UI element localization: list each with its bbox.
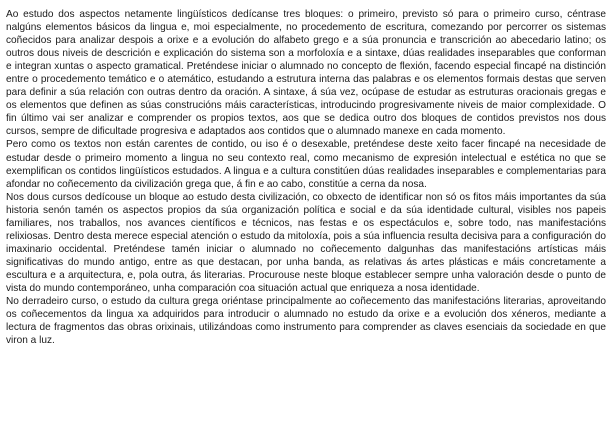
paragraph-linguistic-blocks: Ao estudo dos aspectos netamente lingüísticos dedícanse tres bloques: o primeiro, previsto só para o primeiro curso, céntrase nalgúns elementos básicos da lingua e, moi especialmente, no procedemento de escritura, comezando por percorrer os sistemas coñecidos para analizar despois a orixe e a evolución do alfabeto grego e a súa pronuncia e transcrición ao abecedario latino; os outros dous niveis de descrición e explicación do sistema son a morfoloxía e a sintaxe, dúas realidades inseparables que conforman e integran xuntas o aspecto gramatical. Preténdese iniciar o alumnado no concepto de flexión, facendo especial fincapé na distinción entre o procedemento temático e o atemático, estudando a estrutura interna das palabras e os elementos formais destas que serven para definir a súa relación con outras dentro da oración. A sintaxe, á súa vez, ocúpase de estudar as estruturas oracionais gregas e os elementos que definen as súas construcións máis características, introducindo progresivamente niveis de maior complexidade. O fin último vai ser analizar e comprender os propios textos, aos que se dedica outro dos bloques de contidos previstos nos dous cursos, sempre de dificultade progresiva e adaptados aos contidos que o alumnado manexe en cada momento. <box>6 9 606 138</box>
document-body <box>6 8 606 347</box>
paragraph-final-course: No derradeiro curso, o estudo da cultura grega oriéntase principalmente ao coñecemento das manifestacións literarias, aproveitando os coñecementos da lingua xa adquiridos para introducir o alumnado no estudo da orixe e a evolución dos xéneros, mediante a lectura de fragmentos das obras orixinais, utilizándoas como instrumento para comprender as claves esenciais da sociedade en que viron a luz. <box>6 296 606 347</box>
paragraph-civilization-block: Nos dous cursos dedícouse un bloque ao estudo desta civilización, co obxecto de identificar non só os fitos máis importantes da súa historia senón tamén os aspectos propios da súa organización política e social e da súa identidade cultural, visibles nos papeis familiares, nos traballos, nos avances científicos e técnicos, nas festas e os espectáculos e, sobre todo, nas manifestacións relixiosas. Dentro desta merece especial atención o estudo da mitoloxía, pois a súa influencia resulta decisiva para a configuración do imaxinario occidental. Preténdese tamén iniciar o alumnado no coñecemento dalgunhas das manifestacións artísticas máis significativas do mundo antigo, entre as que destacan, por unha banda, as relativas ás artes plásticas e máis concretamente a escultura e a arquitectura, e, pola outra, ás literarias. Procurouse neste bloque establecer sempre unha valoración desde o punto de vista do mundo contemporáneo, unha comparación coa situación actual que enriqueza a nosa identidade. <box>6 191 606 294</box>
paragraph-texts-content: Pero como os textos non están carentes de contido, ou iso é o desexable, preténdese deste xeito facer fincapé na necesidade de estudar desde o primeiro momento a lingua no seu contexto real, como mecanismo de expresión intelectual e estética no que se exemplifican os contidos lingüísticos estudados. A lingua e a cultura constitúen dúas realidades inseparables e complementarias para afondar no coñecemento da civilización grega que, á fin e ao cabo, constitúe a cerna da nosa. <box>6 139 606 190</box>
